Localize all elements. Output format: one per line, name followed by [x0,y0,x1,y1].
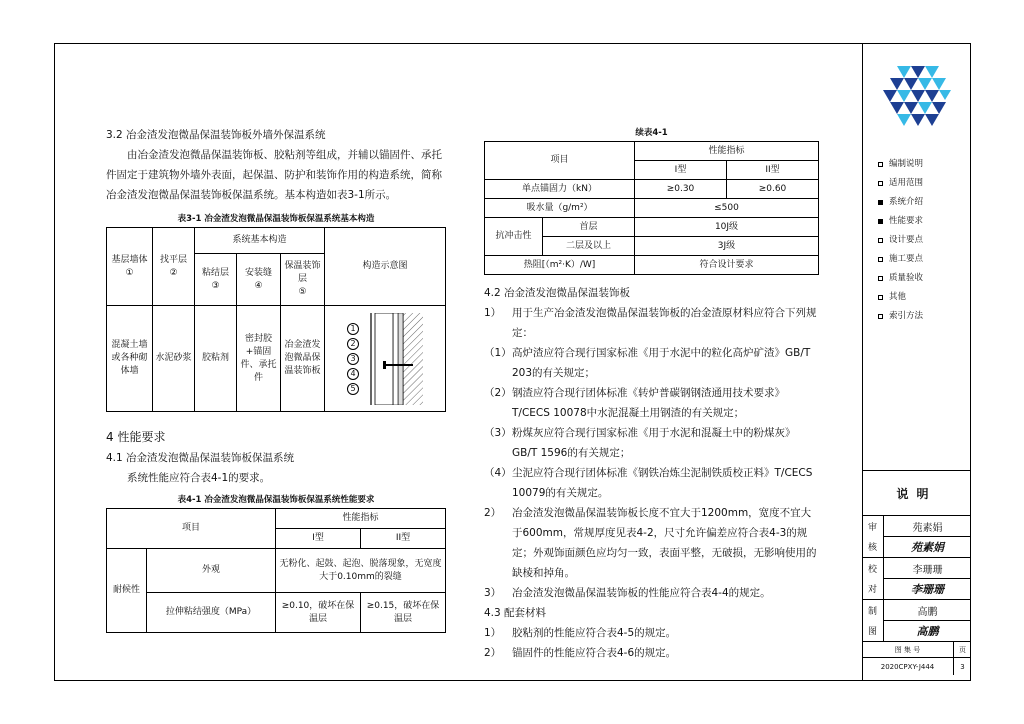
table-4-1-cont-caption: 续表4-1 [635,128,668,138]
list-item [484,463,819,503]
section-4-2-list [484,303,819,603]
t41-tensile: 拉伸粘结强度（MPa） [147,593,276,633]
list-item-number: 1） [484,307,502,319]
reviewer-signature: 苑素娟 [911,541,944,554]
t41-header-type1: I型 [276,529,361,549]
nav-item-label: 设计要点 [889,235,924,245]
checker-name: 李珊珊 [884,558,971,579]
t41-appearance-value: 无粉化、起鼓、起泡、脱落现象，无宽度大于0.10mm的裂缝 [276,549,446,593]
nav-item[interactable] [878,288,963,307]
section-4-3-list [484,623,819,663]
section-4-1-text: 系统性能应符合表4-1的要求。 [127,472,271,484]
cell-level: 水泥砂浆 [153,306,195,412]
header-system: 系统基本构造 [195,228,325,254]
list-item-number: 2） [484,647,502,659]
list-item-text: 粉煤灰应符合现行国家标准《用于水泥和混凝土中的粉煤灰》GB/T 1596的有关规定； [512,427,796,459]
list-item-text: 高炉渣应符合现行国家标准《用于水泥中的粒化高炉矿渣》GB/T 203的有关规定； [512,347,811,379]
page-label: 页 [959,645,966,654]
title-block-title: 说明 [862,470,971,515]
t41c-header-type1: I型 [635,161,727,180]
list-item-number: （4） [484,467,512,479]
list-item [484,383,819,423]
list-item-text: 尘泥应符合现行团体标准《钢铁冶炼尘泥制铁质校正料》T/CECS 10079的有关规定。 [512,467,813,499]
t41-tensile-type2: ≥0.15，破坏在保温层 [361,593,446,633]
logo-icon [883,66,951,128]
left-column [106,125,446,633]
empty-square-icon [878,276,883,281]
empty-square-icon [878,162,883,167]
draw-label-2: 图 [867,627,877,638]
construction-diagram [325,306,446,412]
list-item-number: （1） [484,347,512,359]
diagram-label-5: 5 [347,383,359,395]
empty-square-icon [878,295,883,300]
header-anchor: 安装缝 ④ [237,254,281,306]
list-item-text: 用于生产冶金渣发泡微晶保温装饰板的冶金渣原材料应符合下列规定： [512,307,817,339]
list-item-text: 锚固件的性能应符合表4-6的规定。 [512,647,677,659]
section-4-1-heading: 4.1 冶金渣发泡微晶保温装饰板保温系统 [106,452,295,464]
list-item-number: 3） [484,587,502,599]
nav-item[interactable] [878,231,963,250]
cell-base: 混凝土墙或各种砌体墙 [107,306,153,412]
header-leveling: 找平层 ② [153,228,195,306]
review-row [862,515,971,557]
t41c-anchor: 单点锚固力（kN） [485,180,635,199]
title-block [862,470,971,675]
t41c-water: 吸水量（g/m²） [485,199,635,218]
t41c-header-type2: II型 [727,161,819,180]
drafter-name: 高鹏 [884,600,971,621]
diagram-label-2: 2 [347,338,359,350]
nav-item-label: 其他 [889,292,907,302]
list-item [484,503,819,583]
t41c-anchor-type1: ≥0.30 [635,180,727,199]
header-diagram: 构造示意图 [325,228,446,306]
wall-section-drawing [363,313,423,405]
t41-header-item: 项目 [107,509,276,549]
list-item-number: （3） [484,427,512,439]
filled-square-icon [878,219,883,224]
nav-item[interactable] [878,269,963,288]
nav-item-label: 系统介绍 [889,197,924,207]
check-label-2: 对 [867,585,877,596]
table-3-1 [106,227,446,412]
list-item [484,623,819,643]
list-item [484,423,819,463]
list-item [484,643,819,663]
t41-appearance: 外观 [147,549,276,593]
t41c-thermal-value: 符合设计要求 [635,256,819,275]
review-label-1: 审 [867,522,877,533]
nav-item[interactable] [878,193,963,212]
checker-signature: 李珊珊 [911,583,944,596]
section-3-2-heading: 3.2 冶金渣发泡微晶保温装饰板外墙外保温系统 [106,129,326,141]
t41c-impact-upper-value: 3J级 [635,237,819,256]
empty-square-icon [878,314,883,319]
empty-square-icon [878,257,883,262]
atlas-value-row [862,657,971,675]
list-item-number: 2） [484,507,502,519]
t41c-header-index: 性能指标 [635,142,819,161]
draw-row [862,599,971,641]
diagram-label-4: 4 [347,368,359,380]
list-item [484,303,819,343]
t41c-impact-first-value: 10J级 [635,218,819,237]
empty-square-icon [878,238,883,243]
check-label-1: 校 [867,564,877,575]
list-item-text: 钢渣应符合现行团体标准《转炉普碳钢钢渣通用技术要求》T/CECS 10078中水泥混凝土用钢渣的有关规定； [512,387,785,419]
t41c-impact: 抗冲击性 [485,218,543,256]
t41-durability: 耐候性 [107,549,147,633]
t41-header-index: 性能指标 [276,509,446,529]
table-3-1-caption: 表3-1 冶金渣发泡微晶保温装饰板保温系统基本构造 [177,214,375,224]
t41-tensile-type1: ≥0.10，破坏在保温层 [276,593,361,633]
nav-item-label: 质量验收 [889,273,924,283]
nav-item[interactable] [878,174,963,193]
page-number: 3 [960,662,965,671]
t41c-header-item: 项目 [485,142,635,180]
list-item-text: 冶金渣发泡微晶保温装饰板长度不宜大于1200mm，宽度不宜大于600mm，常规厚度见表4-2，尺寸允许偏差应符合表4-3的规定；外观饰面颜色应均匀一致，表面平整，无破损，无影响使用的缺棱和掉角。 [512,507,817,579]
table-4-1-continued [484,141,819,275]
list-item-text: 胶粘剂的性能应符合表4-5的规定。 [512,627,677,639]
list-item [484,343,819,383]
t41c-thermal: 热阻[（m²·K）/W] [485,256,635,275]
filled-square-icon [878,200,883,205]
header-adhesive: 粘结层 ③ [195,254,237,306]
cell-finish: 冶金渣发泡微晶保温装饰板 [281,306,325,412]
t41c-water-value: ≤500 [635,199,819,218]
review-label-2: 核 [867,543,877,554]
header-finish: 保温装饰层 ⑤ [281,254,325,306]
table-4-1-caption: 表4-1 冶金渣发泡微晶保温装饰板保温系统性能要求 [177,495,375,505]
diagram-label-1: 1 [347,323,359,335]
cell-anchor: 密封胶+锚固件、承托件 [237,306,281,412]
list-item-number: 1） [484,627,502,639]
draw-label-1: 制 [867,606,877,617]
atlas-header-row [862,641,971,657]
list-item-number: （2） [484,387,512,399]
t41c-anchor-type2: ≥0.60 [727,180,819,199]
reviewer-name: 苑素娟 [884,516,971,537]
atlas-number: 2020CPXY-J444 [862,658,954,675]
section-4-2-heading: 4.2 冶金渣发泡微晶保温装饰板 [484,287,631,299]
t41c-impact-upper: 二层及以上 [543,237,635,256]
section-3-2-paragraph: 由冶金渣发泡微晶保温装饰板、胶粘剂等组成，并辅以锚固件、承托件固定于建筑物外墙外表面，起保温、防护和装饰作用的构造系统，简称冶金渣发泡微晶保温装饰板保温系统。基本构造如表3-1所示。 [106,149,442,201]
nav-item-label: 性能要求 [889,216,924,226]
t41-header-type2: II型 [361,529,446,549]
nav-item[interactable] [878,212,963,231]
cell-adhesive: 胶粘剂 [195,306,237,412]
section-nav [878,155,963,326]
list-item [484,583,819,603]
drafter-signature: 高鹏 [916,625,939,638]
middle-column [484,125,819,663]
diagram-label-3: 3 [347,353,359,365]
t41c-impact-first: 首层 [543,218,635,237]
section-4-3-heading: 4.3 配套材料 [484,607,547,619]
table-4-1 [106,508,446,633]
empty-square-icon [878,181,883,186]
nav-item[interactable] [878,155,963,174]
check-row [862,557,971,599]
header-base-wall: 基层墙体 ① [107,228,153,306]
nav-item-label: 索引方法 [889,311,924,321]
nav-item[interactable] [878,250,963,269]
list-item-text: 冶金渣发泡微晶保温装饰板的性能应符合表4-4的规定。 [512,587,771,599]
nav-item-label: 编制说明 [889,159,924,169]
atlas-label: 图 集 号 [862,642,954,657]
section-4-heading: 4 性能要求 [106,430,166,444]
nav-item-label: 适用范围 [889,178,924,188]
nav-item[interactable] [878,307,963,326]
nav-item-label: 施工要点 [889,254,924,264]
